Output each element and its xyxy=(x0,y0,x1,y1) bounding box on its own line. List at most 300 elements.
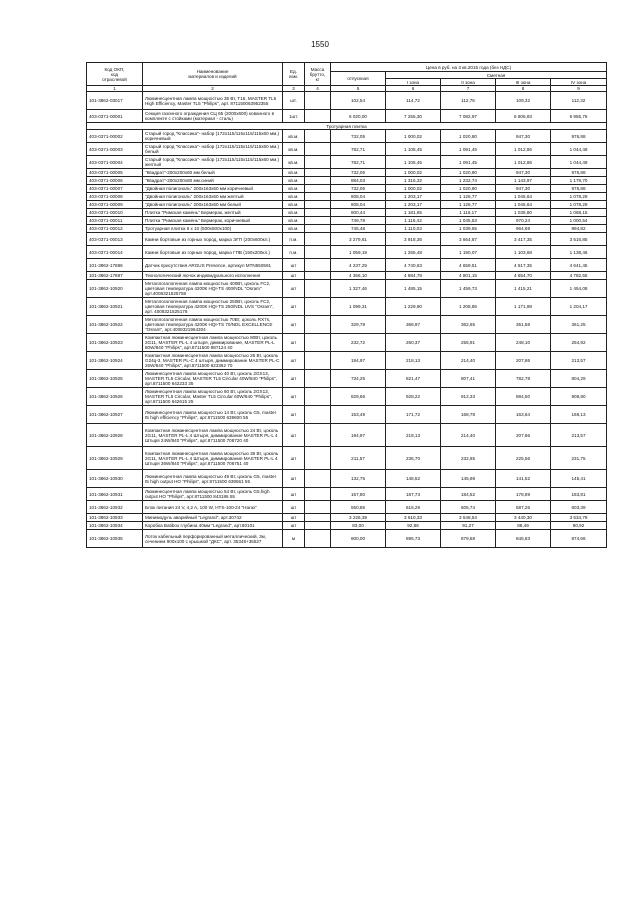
item-unit: кв.м. xyxy=(283,130,305,143)
item-price-zone: 4 659,51 xyxy=(441,259,496,272)
item-price-zone: 368,97 xyxy=(386,316,441,334)
item-mass xyxy=(305,209,331,217)
item-price-zone: 616,29 xyxy=(386,501,441,514)
item-price-release: 550,85 xyxy=(331,501,386,514)
item-price-release: 732,05 xyxy=(331,130,386,143)
item-code: 101-3862-10922 xyxy=(87,316,143,334)
item-name: Люминесцентная лампа мощностью 54 Вт, цоколь G5,high output HO "Philips", арт.8711500 843186 55 xyxy=(143,488,283,501)
item-name: Компактная люминесцентная лампа мощностью 26 Вт, цоколь G24q-3, MASTER PL-C 4 штыря, диммирование MASTER PL-C 26W/840 "Philips", арт.8711500 623362 70 xyxy=(143,352,283,370)
header-zone: IV зона xyxy=(551,79,607,86)
item-price-zone: 183,81 xyxy=(551,488,607,501)
item-name: Люминесцентная лампа мощностью 49 Вт, цоколь G5, master t5 high output HO "Philips", арт.8711500 639561 55 xyxy=(143,470,283,488)
item-unit: шт xyxy=(283,447,305,470)
item-price-zone: 1 035,80 xyxy=(496,209,551,217)
item-code: 403-0371-00011 xyxy=(87,217,143,225)
item-price-zone: 1 012,86 xyxy=(496,143,551,156)
item-mass xyxy=(305,514,331,522)
item-name: Люминесцентная лампа мощностью 60 Вт, цоколь 2GX13, MASTER TL5 Circular, Master TL5 Circular 60W/840 "Philips", арт.8711500 642615 25 xyxy=(143,388,283,406)
item-price-zone: 168,78 xyxy=(441,406,496,424)
item-price-zone: 1 103,68 xyxy=(496,246,551,259)
item-price-zone: 976,88 xyxy=(551,130,607,143)
item-price-zone: 184,52 xyxy=(441,488,496,501)
item-price-zone: 3 534,79 xyxy=(551,514,607,522)
table-row xyxy=(87,352,607,370)
section-heading: Тротуарная плитка xyxy=(87,123,607,130)
item-price-zone: 351,58 xyxy=(496,316,551,334)
item-price-zone: 214,40 xyxy=(441,352,496,370)
item-price-zone: 947,30 xyxy=(496,185,551,193)
item-price-zone: 1 078,29 xyxy=(551,201,607,209)
item-unit: шт xyxy=(283,424,305,447)
item-unit: кв.м. xyxy=(283,201,305,209)
item-price-zone: 1 091,45 xyxy=(441,156,496,169)
item-price-release: 132,75 xyxy=(331,470,386,488)
item-price-release: 734,25 xyxy=(331,370,386,388)
item-price-zone: 1 126,77 xyxy=(441,193,496,201)
item-price-zone: 171,72 xyxy=(386,406,441,424)
item-price-release: 153,49 xyxy=(331,406,386,424)
item-price-zone: 1 020,80 xyxy=(441,169,496,177)
item-price-release: 3 226,39 xyxy=(331,514,386,522)
item-mass xyxy=(305,501,331,514)
header-estimate: Сметная xyxy=(386,72,607,79)
item-price-zone: 213,57 xyxy=(551,352,607,370)
item-code: 101-3862-10924 xyxy=(87,352,143,370)
item-mass xyxy=(305,185,331,193)
item-price-zone: 807,41 xyxy=(441,370,496,388)
item-mass xyxy=(305,217,331,225)
item-unit: шт xyxy=(283,514,305,522)
item-code: 101-3862-10923 xyxy=(87,334,143,352)
item-price-zone: 821,47 xyxy=(386,370,441,388)
item-price-release: 800,44 xyxy=(331,209,386,217)
table-row xyxy=(87,406,607,424)
item-price-release: 1 059,19 xyxy=(331,246,386,259)
item-name: Старый город "Классика"- набор (172х115/115х115/115х60 мм.) коричневый xyxy=(143,130,283,143)
table-row xyxy=(87,225,607,233)
table-row xyxy=(87,370,607,388)
item-unit: кв.м. xyxy=(283,217,305,225)
item-price-zone: 605,74 xyxy=(441,501,496,514)
item-price-zone: 4 782,55 xyxy=(551,272,607,280)
item-name: Блок питания 24 V, 4,2 A, 100 W, HTS-100-24 "Harax" xyxy=(143,501,283,514)
item-mass xyxy=(305,370,331,388)
item-mass xyxy=(305,233,331,246)
item-name: Металлогалогенная лампа мощностью 250Вт, цоколь FC2, цветовая температура 4200К HQI-TS 250/NDL UVS "Osram", арт. 4008321525178 xyxy=(143,298,283,316)
item-price-release: 194,97 xyxy=(331,424,386,447)
table-row xyxy=(87,185,607,193)
item-price-zone: 1 316,32 xyxy=(386,177,441,185)
item-price-zone: 178,89 xyxy=(496,488,551,501)
column-number: 3 xyxy=(283,86,305,92)
item-price-release: 3 279,61 xyxy=(331,233,386,246)
item-price-zone: 88,49 xyxy=(496,522,551,530)
item-price-zone: 1 000,54 xyxy=(551,217,607,225)
item-price-zone: 362,65 xyxy=(441,316,496,334)
item-price-zone: 884,50 xyxy=(496,388,551,406)
item-name: Люминесцентная лампа мощностью 35 Вт, Т16, MASTER TL5 High Efficiency, Master TL5 "Philips", арт. 871150063952355 xyxy=(143,92,283,110)
item-mass xyxy=(305,522,331,530)
header-zone: III зона xyxy=(496,79,551,86)
item-price-release: 6 020,00 xyxy=(331,110,386,123)
item-price-zone: 3 440,30 xyxy=(496,514,551,522)
table-row xyxy=(87,143,607,156)
item-name: Тротуарная плитка 6 х 10 (500х500х100) xyxy=(143,225,283,233)
item-price-zone: 4 740,63 xyxy=(386,259,441,272)
item-unit: кв.м. xyxy=(283,143,305,156)
column-number: 8 xyxy=(496,86,551,92)
item-price-zone: 92,86 xyxy=(386,522,441,530)
item-price-zone: 91,27 xyxy=(441,522,496,530)
item-mass xyxy=(305,272,331,280)
table-row xyxy=(87,130,607,143)
header-zone: II зона xyxy=(441,79,496,86)
item-unit: п.м. xyxy=(283,246,305,259)
item-price-zone: 1 045,53 xyxy=(441,217,496,225)
table-row xyxy=(87,169,607,177)
header-release: отпускная xyxy=(331,72,386,86)
item-price-zone: 947,30 xyxy=(496,130,551,143)
item-name: Камни бортовые из горных пород, марка ГПВ (150х200кл.) xyxy=(143,246,283,259)
item-code: 101-3862-10926 xyxy=(87,388,143,406)
item-price-zone: 4 641,45 xyxy=(551,259,607,272)
item-price-zone: 187,73 xyxy=(386,488,441,501)
table-row xyxy=(87,501,607,514)
item-price-zone: 874,66 xyxy=(551,530,607,548)
item-price-zone: 248,10 xyxy=(496,334,551,352)
item-mass xyxy=(305,488,331,501)
item-price-zone: 1 181,65 xyxy=(386,209,441,217)
item-price-zone: 1 203,17 xyxy=(386,201,441,209)
item-name: Коробка Batibox глубина 40мм "Legrand", арт.80101 xyxy=(143,522,283,530)
item-price-zone: 114,72 xyxy=(386,92,441,110)
item-mass xyxy=(305,447,331,470)
table-row xyxy=(87,470,607,488)
table-row xyxy=(87,177,607,185)
item-mass xyxy=(305,92,331,110)
item-name: Плитка "Римская камень" Бермерак, желтый xyxy=(143,209,283,217)
header-mass: Масса брутто, кг xyxy=(305,63,331,86)
item-price-zone: 1 203,17 xyxy=(386,193,441,201)
header-name: Наименование материалов и изделий xyxy=(143,63,283,86)
item-price-zone: 1 000,02 xyxy=(386,169,441,177)
item-mass xyxy=(305,298,331,316)
table-row xyxy=(87,156,607,169)
item-name: Минимодуль аварийный "Legrand", арт.30742 xyxy=(143,514,283,522)
item-mass xyxy=(305,352,331,370)
item-price-zone: 1 415,21 xyxy=(496,280,551,298)
item-mass xyxy=(305,424,331,447)
item-unit: шт xyxy=(283,470,305,488)
table-row xyxy=(87,522,607,530)
item-price-release: 800,00 xyxy=(331,530,386,548)
item-price-zone: 361,25 xyxy=(551,316,607,334)
item-price-zone: 1 078,29 xyxy=(551,193,607,201)
item-price-zone: 148,52 xyxy=(386,470,441,488)
item-price-zone: 214,40 xyxy=(441,424,496,447)
item-code: 101-3862-10929 xyxy=(87,447,143,470)
item-unit: кв.м. xyxy=(283,209,305,217)
table-row xyxy=(87,514,607,522)
item-price-zone: 1 045,64 xyxy=(496,201,551,209)
item-code: 101-3862-10933 xyxy=(87,514,143,522)
item-price-zone: 1 485,15 xyxy=(386,280,441,298)
item-code: 403-0371-00003 xyxy=(87,143,143,156)
item-unit: п.м. xyxy=(283,233,305,246)
item-code: 403-0371-00012 xyxy=(87,225,143,233)
item-price-zone: 1 138,46 xyxy=(551,246,607,259)
table-row xyxy=(87,424,607,447)
table-row xyxy=(87,488,607,501)
item-price-zone: 1 171,98 xyxy=(496,298,551,316)
item-code: 101-3862-10927 xyxy=(87,406,143,424)
item-price-zone: 1 044,49 xyxy=(551,156,607,169)
item-price-zone: 3 610,33 xyxy=(386,514,441,522)
item-price-zone: 145,41 xyxy=(551,470,607,488)
item-price-zone: 994,82 xyxy=(551,225,607,233)
item-mass xyxy=(305,143,331,156)
item-unit: кв.м. xyxy=(283,225,305,233)
item-price-zone: 1 105,45 xyxy=(386,143,441,156)
item-price-zone: 1 000,02 xyxy=(386,185,441,193)
item-price-release: 4 366,10 xyxy=(331,272,386,280)
item-code: 403-0371-00006 xyxy=(87,177,143,185)
item-price-zone: 1 232,74 xyxy=(441,177,496,185)
item-price-zone: 947,30 xyxy=(496,169,551,177)
table-row xyxy=(87,259,607,272)
item-price-zone: 168,13 xyxy=(551,406,607,424)
item-price-release: 782,71 xyxy=(331,156,386,169)
item-code: 101-3862-10935 xyxy=(87,530,143,548)
column-number: 1 xyxy=(87,86,143,92)
item-price-zone: 3 918,36 xyxy=(386,233,441,246)
item-code: 403-0371-00008 xyxy=(87,193,143,201)
table-row xyxy=(87,201,607,209)
item-price-release: 211,57 xyxy=(331,447,386,470)
item-price-zone: 964,69 xyxy=(496,225,551,233)
item-price-release: 782,71 xyxy=(331,143,386,156)
item-price-zone: 895,73 xyxy=(386,530,441,548)
table-row xyxy=(87,209,607,217)
item-price-release: 745,48 xyxy=(331,225,386,233)
item-price-zone: 254,92 xyxy=(551,334,607,352)
item-price-zone: 3 417,35 xyxy=(496,233,551,246)
item-mass xyxy=(305,334,331,352)
item-price-release: 232,72 xyxy=(331,334,386,352)
item-price-zone: 7 255,30 xyxy=(386,110,441,123)
item-price-zone: 7 082,97 xyxy=(441,110,496,123)
item-unit: шт xyxy=(283,488,305,501)
item-unit: шт xyxy=(283,406,305,424)
item-code: 403-0371-00013 xyxy=(87,233,143,246)
item-name: Плитка "Римская камень" Бермерак, коричневый xyxy=(143,217,283,225)
item-name: Компактная люминесцентная лампа мощностью 36 Вт, цоколь 2G11, MASTER PL-L 4 Штыря, диммирование MASTER PL-L 4 Штыря 36W/840 "Philips", арт.8711500 706751 40 xyxy=(143,447,283,470)
item-price-zone: 1 208,86 xyxy=(441,298,496,316)
item-price-zone: 141,52 xyxy=(496,470,551,488)
item-price-zone: 1 190,07 xyxy=(441,246,496,259)
item-price-zone: 213,57 xyxy=(551,424,607,447)
item-name: Технологический лючок индивидуального исполнения xyxy=(143,272,283,280)
column-number: 9 xyxy=(551,86,607,92)
item-price-zone: 1 116,42 xyxy=(386,217,441,225)
item-unit: шт xyxy=(283,272,305,280)
item-price-zone: 1 179,70 xyxy=(551,177,607,185)
item-price-zone: 1 012,86 xyxy=(496,156,551,169)
item-unit: шт xyxy=(283,501,305,514)
item-price-zone: 976,88 xyxy=(551,185,607,193)
item-price-zone: 232,65 xyxy=(441,447,496,470)
item-price-zone: 231,75 xyxy=(551,447,607,470)
column-number: 5 xyxy=(331,86,386,92)
table-row xyxy=(87,123,607,130)
item-price-zone: 976,88 xyxy=(551,169,607,177)
item-price-zone: 908,80 xyxy=(551,388,607,406)
item-price-zone: 1 044,49 xyxy=(551,143,607,156)
item-code: 403-0371-00002 xyxy=(87,130,143,143)
item-name: Люминесцентная лампа мощностью 14 Вт, цоколь G5, master t5 high efficiency "Philips", арт.8711500 639600 55 xyxy=(143,406,283,424)
item-unit: шт xyxy=(283,388,305,406)
item-code: 403-0371-00010 xyxy=(87,209,143,217)
item-name: Камни бортовые из горных пород, марка ЭГП (200х600кл.) xyxy=(143,233,283,246)
item-price-zone: 1 454,08 xyxy=(551,280,607,298)
item-code: 101-3862-10925 xyxy=(87,370,143,388)
item-mass xyxy=(305,406,331,424)
table-row xyxy=(87,193,607,201)
item-price-release: 329,79 xyxy=(331,316,386,334)
item-mass xyxy=(305,280,331,298)
table-row xyxy=(87,334,607,352)
item-unit: кв.м. xyxy=(283,185,305,193)
item-code: 101-3862-10930 xyxy=(87,470,143,488)
item-price-release: 167,80 xyxy=(331,488,386,501)
item-price-zone: 587,26 xyxy=(496,501,551,514)
item-price-zone: 112,32 xyxy=(551,92,607,110)
item-price-zone: 218,13 xyxy=(386,352,441,370)
item-price-release: 83,00 xyxy=(331,522,386,530)
item-code: 403-0371-00014 xyxy=(87,246,143,259)
item-code: 101-3862-10932 xyxy=(87,501,143,514)
item-unit: шт xyxy=(283,316,305,334)
item-name: "Квадрат"-200х200х60 мм белый xyxy=(143,169,283,177)
item-price-zone: 3 664,87 xyxy=(441,233,496,246)
table-row xyxy=(87,217,607,225)
table-row xyxy=(87,92,607,110)
item-price-zone: 225,56 xyxy=(496,447,551,470)
item-name: Датчик присутствия ARGUS Presence, артикул MTN550591 xyxy=(143,259,283,272)
item-price-zone: 4 884,78 xyxy=(386,272,441,280)
item-mass xyxy=(305,316,331,334)
item-code: 403-0371-00009 xyxy=(87,201,143,209)
item-price-zone: 1 039,55 xyxy=(441,225,496,233)
item-unit: 1шт. xyxy=(283,110,305,123)
item-unit: шт. xyxy=(283,92,305,110)
item-code: 403-0371-00007 xyxy=(87,185,143,193)
item-mass xyxy=(305,177,331,185)
item-name: "Двойная полигональ" 200х163х60 мм желтый xyxy=(143,193,283,201)
item-price-zone: 6 955,76 xyxy=(551,110,607,123)
item-name: Люминесцентная лампа мощностью 40 Вт, цоколь 2GX13, MASTER TL5 Circular, MASTER TL5 Circular 40W/840 "Philips", арт.8711500 642233 35 xyxy=(143,370,283,388)
item-mass xyxy=(305,110,331,123)
header-zone: I зона xyxy=(386,79,441,86)
item-mass xyxy=(305,225,331,233)
item-price-zone: 1 229,90 xyxy=(386,298,441,316)
item-mass xyxy=(305,169,331,177)
header-code: Код ОКП, код отраслевой xyxy=(87,63,143,86)
item-price-zone: 207,86 xyxy=(496,424,551,447)
item-name: "Квадрат"-200х200х80 мм.синий xyxy=(143,177,283,185)
item-unit: кв.м. xyxy=(283,169,305,177)
item-price-zone: 145,98 xyxy=(441,470,496,488)
item-name: "Двойная полигональ" 200х163х60 мм белый xyxy=(143,201,283,209)
item-mass xyxy=(305,201,331,209)
price-table xyxy=(86,62,607,548)
item-price-zone: 6 806,93 xyxy=(496,110,551,123)
item-price-zone: 1 045,64 xyxy=(496,193,551,201)
item-price-zone: 218,13 xyxy=(386,424,441,447)
item-name: Металлогалогенная лампа мощностью 70Вт, цоколь RX7s, цветовая температура 4200К HQI-TS 70/NDL EXCELLENCE "Osram", арт.4008321964304 xyxy=(143,316,283,334)
item-name: Старый город "Классика"- набор (172х115/115х115/115х60 мм.) желтый xyxy=(143,156,283,169)
item-price-release: 4 237,29 xyxy=(331,259,386,272)
table-row xyxy=(87,246,607,259)
item-code: 101-3862-17886 xyxy=(87,259,143,272)
item-unit: шт xyxy=(283,298,305,316)
item-price-zone: 4 654,70 xyxy=(496,272,551,280)
item-mass xyxy=(305,530,331,548)
item-price-zone: 109,32 xyxy=(496,92,551,110)
item-price-zone: 782,78 xyxy=(496,370,551,388)
item-price-zone: 1 126,77 xyxy=(441,201,496,209)
item-price-zone: 207,86 xyxy=(496,352,551,370)
item-price-release: 884,03 xyxy=(331,177,386,185)
column-number: 6 xyxy=(386,86,441,92)
item-price-zone: 1 110,03 xyxy=(386,225,441,233)
item-price-zone: 1 459,73 xyxy=(441,280,496,298)
table-row xyxy=(87,530,607,548)
item-price-zone: 236,70 xyxy=(386,447,441,470)
item-price-zone: 255,91 xyxy=(441,334,496,352)
item-price-zone: 1 091,45 xyxy=(441,143,496,156)
item-code: 403-0371-00005 xyxy=(87,169,143,177)
item-name: "Двойная полигональ" 200х163х60 мм коричневый xyxy=(143,185,283,193)
item-price-release: 732,05 xyxy=(331,185,386,193)
item-price-zone: 3 548,54 xyxy=(441,514,496,522)
item-price-zone: 970,24 xyxy=(496,217,551,225)
item-price-zone: 1 204,17 xyxy=(551,298,607,316)
item-price-release: 1 327,46 xyxy=(331,280,386,298)
item-code: 101-3862-10928 xyxy=(87,424,143,447)
item-name: Компактная люминесцентная лампа мощностью 80Вт, цоколь 2G11, MASTER PL-L 4 штыря, диммирование, MASTER PL-L 80W/840 "Philips", арт.8711500 987124 40 xyxy=(143,334,283,352)
item-price-zone: 4 801,15 xyxy=(441,272,496,280)
item-price-zone: 1 020,80 xyxy=(441,185,496,193)
item-code: 101-3862-10931 xyxy=(87,488,143,501)
item-price-zone: 1 116,17 xyxy=(441,209,496,217)
item-price-zone: 804,29 xyxy=(551,370,607,388)
item-code: 403-0371-00004 xyxy=(87,156,143,169)
item-mass xyxy=(305,130,331,143)
item-price-release: 194,97 xyxy=(331,352,386,370)
item-mass xyxy=(305,193,331,201)
item-mass xyxy=(305,259,331,272)
item-unit: кв.м. xyxy=(283,193,305,201)
item-name: Лоток кабельный перфорированный металлический, 3м, сечением 900х100 с крышкой "ДКС", арт. 35348+35527 xyxy=(143,530,283,548)
item-price-zone: 879,68 xyxy=(441,530,496,548)
item-price-release: 102,54 xyxy=(331,92,386,110)
item-name: Старый город "Классика"- набор (172х115/115х115/115х60 мм.) белый xyxy=(143,143,283,156)
item-code: 403-0371-00001 xyxy=(87,110,143,123)
item-price-zone: 1 068,15 xyxy=(551,209,607,217)
item-price-release: 749,78 xyxy=(331,217,386,225)
table-row xyxy=(87,316,607,334)
